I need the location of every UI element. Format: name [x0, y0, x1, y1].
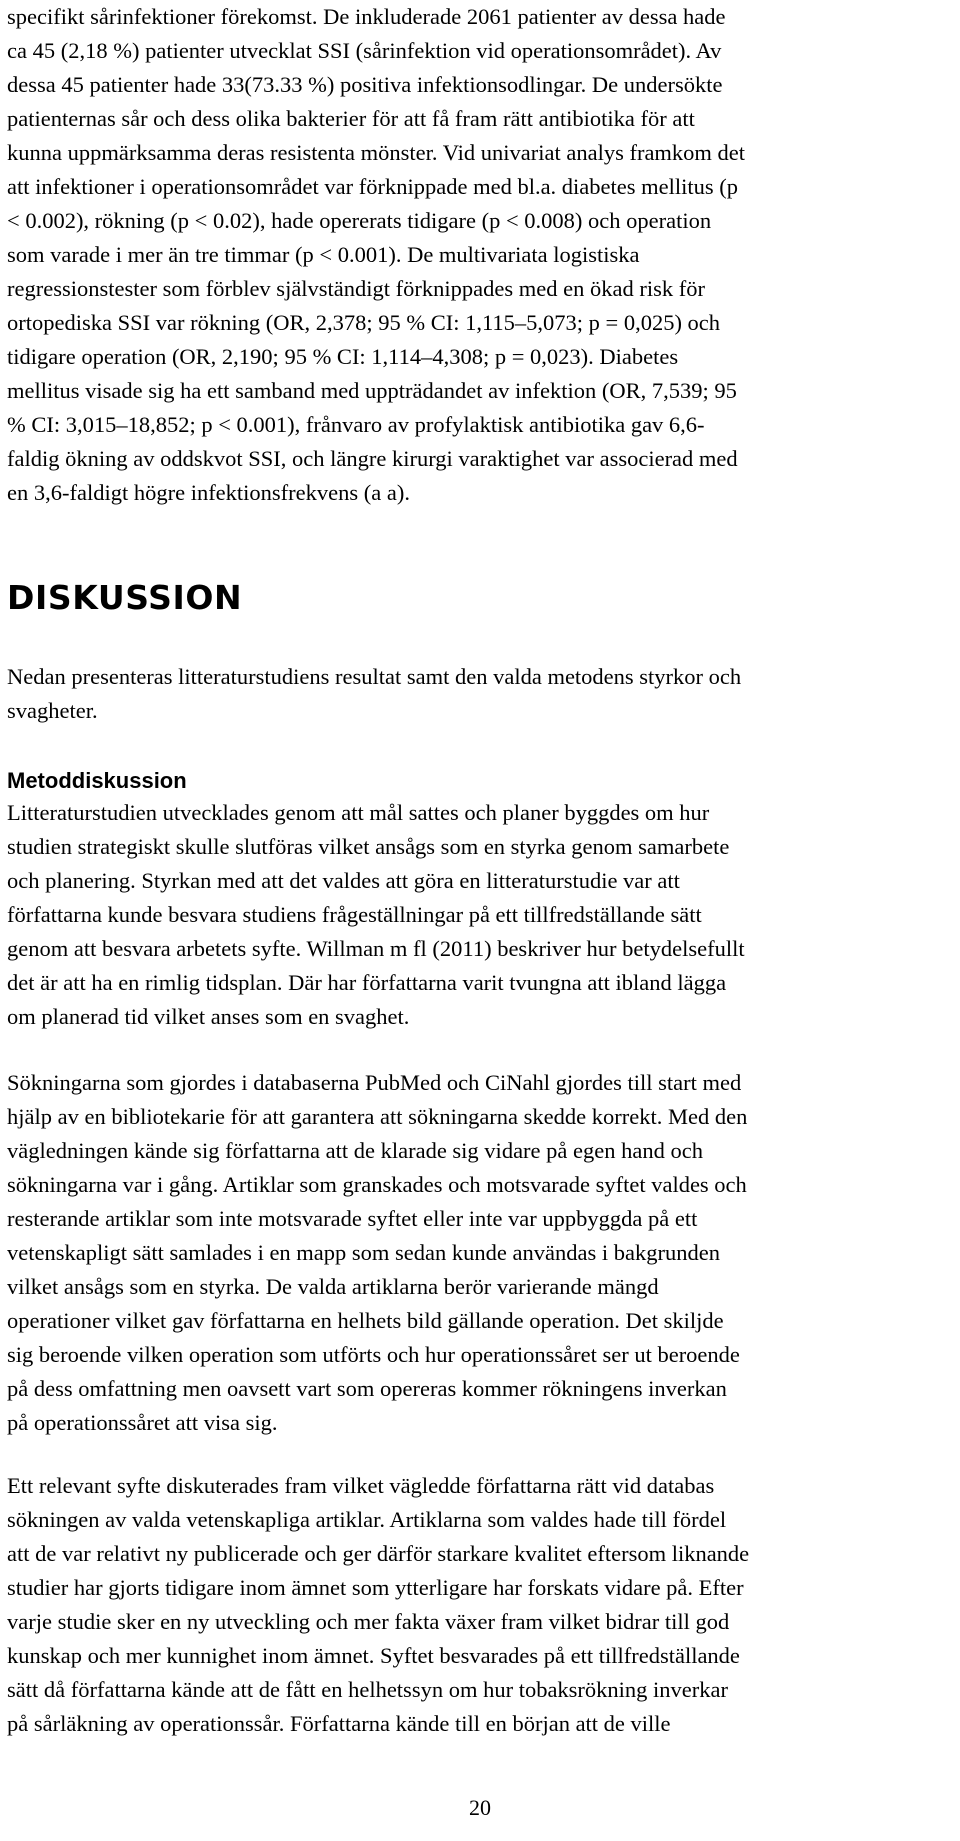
text-line: på dess omfattning men oavsett vart som opereras kommer rökningens inverkan [7, 1376, 727, 1401]
text-line: det är att ha en rimlig tidsplan. Där har författarna varit tvungna att ibland lägga [7, 970, 727, 995]
text-line: % CI: 3,015–18,852; p < 0.001), frånvaro av profylaktisk antibiotika gav 6,6- [7, 412, 705, 437]
section-heading-diskussion: DISKUSSION [7, 578, 243, 617]
text-line: på sårläkning av operationssår. Författarna kände till en början att de ville [7, 1711, 671, 1736]
text-line: kunna uppmärksamma deras resistenta mönster. Vid univariat analys framkom det [7, 140, 746, 165]
results-paragraph [7, 0, 745, 510]
text-line: hjälp av en bibliotekarie för att garantera att sökningarna skedde korrekt. Med den [7, 1104, 748, 1129]
text-line: varje studie sker en ny utveckling och mer fakta växer fram vilket bidrar till god [7, 1609, 730, 1634]
text-line: svagheter. [7, 698, 98, 723]
text-line: resterande artiklar som inte motsvarade syftet eller inte var uppbyggda på ett [7, 1206, 698, 1231]
text-line: vägledningen kände sig författarna att de klarade sig vidare på egen hand och [7, 1138, 703, 1163]
text-line: regressionstester som förblev självständigt förknippades med en ökad risk för [7, 276, 705, 301]
text-line: mellitus visade sig ha ett samband med uppträdandet av infektion (OR, 7,539; 95 [7, 378, 737, 403]
method-paragraph-3 [7, 1469, 749, 1741]
text-line: som varade i mer än tre timmar (p < 0.001). De multivariata logistiska [7, 242, 640, 267]
text-line: tidigare operation (OR, 2,190; 95 % CI: 1,114–4,308; p = 0,023). Diabetes [7, 344, 679, 369]
method-paragraph-1 [7, 796, 745, 1034]
text-line: författarna kunde besvara studiens frågeställningar på ett tillfredställande sätt [7, 902, 702, 927]
text-line: sökningarna var i gång. Artiklar som granskades och motsvarade syftet valdes och [7, 1172, 747, 1197]
text-line: Litteraturstudien utvecklades genom att mål sattes och planer byggdes om hur [7, 800, 710, 825]
text-line: att infektioner i operationsområdet var förknippade med bl.a. diabetes mellitus (p [7, 174, 739, 199]
text-line: Ett relevant syfte diskuterades fram vilket vägledde författarna rätt vid databas [7, 1473, 715, 1498]
page-number: 20 [469, 1795, 491, 1820]
subheading-metoddiskussion: Metoddiskussion [7, 768, 187, 793]
text-line: specifikt sårinfektioner förekomst. De inkluderade 2061 patienter av dessa hade [7, 4, 726, 29]
text-line: sätt då författarna kände att de fått en helhetssyn om hur tobaksrökning inverkar [7, 1677, 729, 1702]
text-line: sig beroende vilken operation som utförts och hur operationssåret ser ut beroende [7, 1342, 740, 1367]
discussion-intro-paragraph [7, 660, 741, 728]
text-line: att de var relativt ny publicerade och ger därför starkare kvalitet eftersom liknande [7, 1541, 750, 1566]
method-paragraph-2 [7, 1066, 747, 1440]
text-line: sökningen av valda vetenskapliga artiklar. Artiklarna som valdes hade till fördel [7, 1507, 727, 1532]
text-line: ca 45 (2,18 %) patienter utvecklat SSI (sårinfektion vid operationsområdet). Av [7, 38, 722, 63]
text-line: vetenskapligt sätt samlades i en mapp som sedan kunde användas i bakgrunden [7, 1240, 720, 1265]
text-line: Nedan presenteras litteraturstudiens resultat samt den valda metodens styrkor och [7, 664, 742, 689]
text-line: operationer vilket gav författarna en helhets bild gällande operation. Det skiljde [7, 1308, 724, 1333]
text-line: faldig ökning av oddskvot SSI, och längre kirurgi varaktighet var associerad med [7, 446, 738, 471]
text-line: patienternas sår och dess olika bakterier för att få fram rätt antibiotika för att [7, 106, 695, 131]
text-line: vilket ansågs som en styrka. De valda artiklarna berör varierande mängd [7, 1274, 659, 1299]
text-line: om planerad tid vilket anses som en svaghet. [7, 1004, 410, 1029]
text-line: genom att besvara arbetets syfte. Willman m fl (2011) beskriver hur betydelsefullt [7, 936, 745, 961]
text-line: studier har gjorts tidigare inom ämnet som ytterligare har forskats vidare på. Efter [7, 1575, 744, 1600]
text-line: kunskap och mer kunnighet inom ämnet. Syftet besvarades på ett tillfredställande [7, 1643, 740, 1668]
text-line: och planering. Styrkan med att det valdes att göra en litteraturstudie var att [7, 868, 680, 893]
text-line: ortopediska SSI var rökning (OR, 2,378; 95 % CI: 1,115–5,073; p = 0,025) och [7, 310, 721, 335]
text-line: på operationssåret att visa sig. [7, 1410, 278, 1435]
text-line: studien strategiskt skulle slutföras vilket ansågs som en styrka genom samarbete [7, 834, 730, 859]
text-line: < 0.002), rökning (p < 0.02), hade opererats tidigare (p < 0.008) och operation [7, 208, 712, 233]
text-line: dessa 45 patienter hade 33(73.33 %) positiva infektionsodlingar. De undersökte [7, 72, 723, 97]
text-line: en 3,6-faldigt högre infektionsfrekvens (a a). [7, 480, 410, 505]
text-line: Sökningarna som gjordes i databaserna PubMed och CiNahl gjordes till start med [7, 1070, 742, 1095]
